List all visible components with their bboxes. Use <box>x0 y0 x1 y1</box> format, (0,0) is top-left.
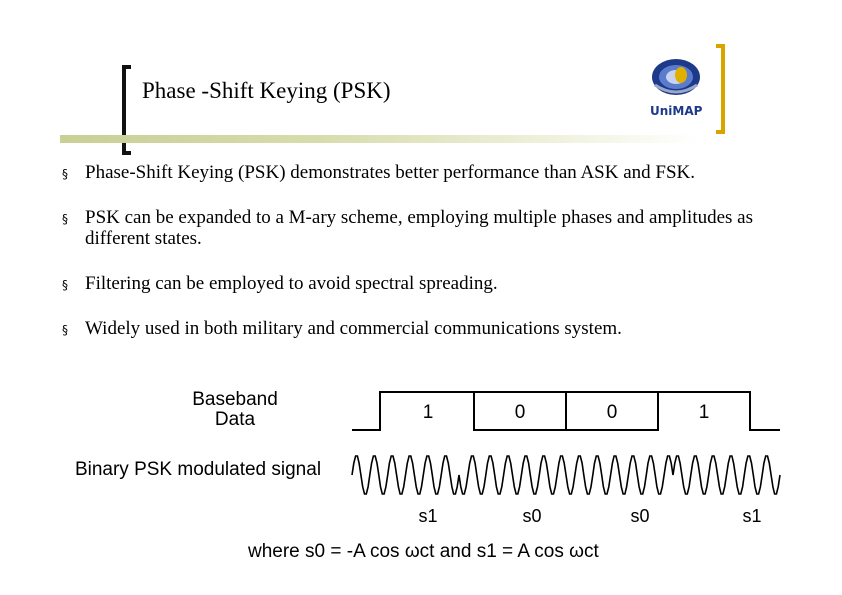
psk-figure <box>0 380 842 580</box>
bullet-item <box>60 162 810 183</box>
logo-text: UniMAP <box>650 104 703 118</box>
bullet-text: Filtering can be employed to avoid spectral spreading. <box>85 273 498 294</box>
bullet-marker-icon: § <box>62 212 68 226</box>
title-underline <box>60 135 700 143</box>
bit-label: 0 <box>514 402 526 423</box>
bullet-list <box>60 162 810 363</box>
baseband-data-label: Baseband Data <box>192 389 278 430</box>
title-bracket-right <box>716 44 725 134</box>
symbol-label: s0 <box>522 506 542 526</box>
symbol-label: s0 <box>630 506 650 526</box>
bullet-marker-icon: § <box>62 278 68 292</box>
bullet-marker-icon: § <box>62 323 68 337</box>
bit-label: 1 <box>698 402 710 423</box>
bullet-text: PSK can be expanded to a M-ary scheme, employing multiple phases and amplitudes as different states. <box>85 207 754 249</box>
bullet-text: Widely used in both military and commercial communications system. <box>85 318 622 339</box>
bullet-item <box>60 207 810 249</box>
bit-label: 0 <box>606 402 618 423</box>
psk-signal-label: Binary PSK modulated signal <box>74 459 322 480</box>
symbol-label: s1 <box>742 506 762 526</box>
symbol-label: s1 <box>418 506 438 526</box>
page-title: Phase -Shift Keying (PSK) <box>142 78 391 103</box>
bullet-text: Phase-Shift Keying (PSK) demonstrates better performance than ASK and FSK. <box>85 162 696 183</box>
bullet-item <box>60 318 810 339</box>
bullet-marker-icon: § <box>62 167 68 181</box>
bit-label: 1 <box>422 402 434 423</box>
bullet-item <box>60 273 810 294</box>
psk-modulated-waveform <box>352 456 780 494</box>
symbol-equation: where s0 = -A cos ωct and s1 = A cos ωct <box>248 541 599 562</box>
